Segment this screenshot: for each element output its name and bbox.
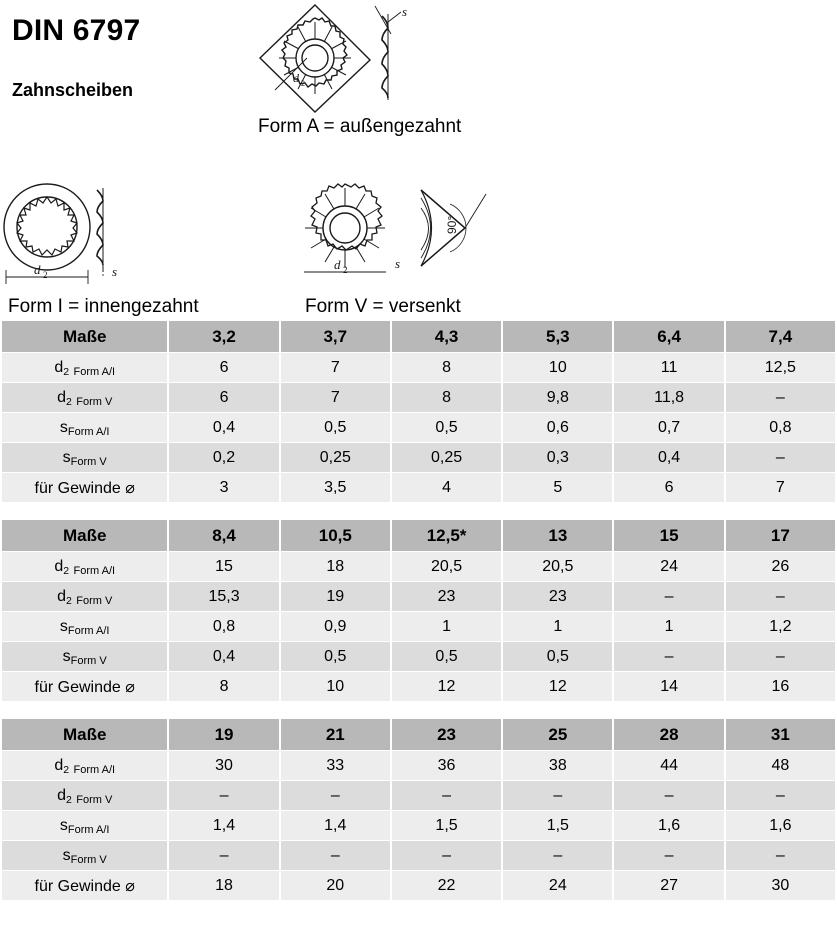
table-row: [1, 841, 836, 871]
cell: 5: [502, 473, 613, 503]
table-row: [1, 552, 836, 582]
cell: 30: [168, 751, 279, 781]
cell: 8: [391, 353, 502, 383]
row-label-tail: Form V: [76, 594, 113, 607]
row-label-main: s: [62, 448, 71, 466]
cell: 7: [280, 353, 391, 383]
cell: 11: [613, 353, 724, 383]
cell: 0,8: [168, 612, 279, 642]
header-cell: 25: [502, 719, 613, 751]
cell: 48: [725, 751, 836, 781]
table-row: [1, 642, 836, 672]
row-label-main: d: [57, 587, 66, 605]
svg-text:s: s: [395, 256, 401, 271]
cell: –: [391, 841, 502, 871]
cell: 26: [725, 552, 836, 582]
row-label-tail: Form V: [76, 395, 113, 408]
header-cell: 3,2: [168, 321, 279, 353]
header-cell-masse: Maße: [1, 719, 168, 751]
header-cell: 5,3: [502, 321, 613, 353]
header-cell: 19: [168, 719, 279, 751]
cell: 1: [613, 612, 724, 642]
cell: –: [502, 841, 613, 871]
table-row: [1, 443, 836, 473]
cell: 8: [391, 383, 502, 413]
figure-form-i: [0, 180, 250, 290]
row-label-main: d: [54, 358, 64, 376]
cell: –: [725, 443, 836, 473]
cell: 33: [280, 751, 391, 781]
row-label-gewinde: für Gewinde ⌀: [1, 672, 168, 702]
header-cell: 10,5: [280, 520, 391, 552]
cell: 0,25: [280, 443, 391, 473]
cell: 7: [280, 383, 391, 413]
cell: 0,3: [502, 443, 613, 473]
cell: 20,5: [502, 552, 613, 582]
page-title: DIN 6797: [12, 14, 141, 47]
cell: 38: [502, 751, 613, 781]
row-label-s-form-ai: [1, 811, 168, 841]
table-row: [1, 751, 836, 781]
header-cell: 15: [613, 520, 724, 552]
row-label-s-form-v: [1, 642, 168, 672]
cell: 10: [502, 353, 613, 383]
cell: 1: [391, 612, 502, 642]
svg-text:2: 2: [343, 265, 348, 275]
cell: 16: [725, 672, 836, 702]
row-label-tail: Form V: [70, 853, 107, 866]
cell: 10: [280, 672, 391, 702]
row-label-tail: Form A/I: [73, 564, 116, 577]
cell: 0,2: [168, 443, 279, 473]
svg-text:d: d: [334, 257, 341, 272]
cell: 1,5: [391, 811, 502, 841]
row-label-main: d: [57, 786, 66, 804]
row-label-d2-form-v: [1, 383, 168, 413]
svg-text:s: s: [112, 264, 118, 279]
cell: –: [725, 582, 836, 612]
cell: 36: [391, 751, 502, 781]
row-label-s-form-v: [1, 841, 168, 871]
row-label-d2-form-ai: [1, 751, 168, 781]
cell: –: [613, 642, 724, 672]
row-label-gewinde: für Gewinde ⌀: [1, 871, 168, 901]
header-cell: 3,7: [280, 321, 391, 353]
figure-form-v: [290, 180, 540, 290]
cell: 12: [391, 672, 502, 702]
cell: –: [391, 781, 502, 811]
cell: 0,25: [391, 443, 502, 473]
cell: 1,5: [502, 811, 613, 841]
svg-text:2: 2: [43, 270, 48, 280]
cell: –: [280, 841, 391, 871]
cell: 0,5: [280, 642, 391, 672]
table-row: [1, 473, 836, 503]
row-label-main: d: [54, 557, 64, 575]
cell: 18: [280, 552, 391, 582]
dimension-table-3: [0, 718, 837, 901]
cell: –: [280, 781, 391, 811]
row-label-sub: 2: [63, 763, 70, 776]
table-row: [1, 781, 836, 811]
figure-form-a: [255, 0, 525, 115]
table-row: [1, 383, 836, 413]
table-row: [1, 672, 836, 702]
cell: 0,5: [502, 642, 613, 672]
table-row: [1, 582, 836, 612]
cell: 6: [168, 353, 279, 383]
cell: –: [725, 383, 836, 413]
cell: 0,5: [391, 413, 502, 443]
row-label-tail: Form V: [70, 455, 107, 468]
cell: 20,5: [391, 552, 502, 582]
cell: 11,8: [613, 383, 724, 413]
header-cell-masse: Maße: [1, 520, 168, 552]
cell: 18: [168, 871, 279, 901]
header-cell: 23: [391, 719, 502, 751]
cell: 1,4: [280, 811, 391, 841]
row-label-gewinde: für Gewinde ⌀: [1, 473, 168, 503]
header-cell: 21: [280, 719, 391, 751]
figure-form-v-svg: [290, 180, 540, 290]
row-label-s-form-ai: [1, 612, 168, 642]
cell: 0,4: [613, 443, 724, 473]
row-label-sub: 2: [63, 365, 70, 378]
cell: –: [725, 841, 836, 871]
svg-text:d: d: [293, 71, 299, 85]
header-cell: 12,5*: [391, 520, 502, 552]
cell: 9,8: [502, 383, 613, 413]
header-cell: 4,3: [391, 321, 502, 353]
table-row: [1, 413, 836, 443]
cell: 8: [168, 672, 279, 702]
table-row: [1, 353, 836, 383]
cell: 20: [280, 871, 391, 901]
cell: 6: [613, 473, 724, 503]
table-header-row: [1, 520, 836, 552]
cell: 0,8: [725, 413, 836, 443]
cell: –: [502, 781, 613, 811]
cell: 1,6: [613, 811, 724, 841]
svg-text:2: 2: [301, 79, 305, 88]
header-cell: 17: [725, 520, 836, 552]
cell: 1,4: [168, 811, 279, 841]
table-row: [1, 871, 836, 901]
cell: 19: [280, 582, 391, 612]
row-label-main: d: [57, 388, 66, 406]
row-label-main: s: [59, 816, 68, 834]
row-label-tail: Form A/I: [73, 365, 116, 378]
header-cell: 28: [613, 719, 724, 751]
page-subtitle: Zahnscheiben: [12, 80, 134, 100]
header-cell-masse: Maße: [1, 321, 168, 353]
row-label-tail: Form V: [70, 654, 107, 667]
row-label-tail: Form A/I: [73, 763, 116, 776]
header-cell: 8,4: [168, 520, 279, 552]
svg-text:90°: 90°: [445, 215, 459, 234]
caption-form-v: Form V = versenkt: [305, 296, 461, 317]
row-label-s-form-v: [1, 443, 168, 473]
table-row: [1, 811, 836, 841]
table-header-row: [1, 321, 836, 353]
cell: 3,5: [280, 473, 391, 503]
cell: 0,5: [391, 642, 502, 672]
cell: 3: [168, 473, 279, 503]
row-label-sub: 2: [63, 564, 70, 577]
cell: 23: [391, 582, 502, 612]
row-label-tail: Form V: [76, 793, 113, 806]
cell: 12,5: [725, 353, 836, 383]
header-cell: 31: [725, 719, 836, 751]
header-section: [0, 0, 837, 320]
cell: 15: [168, 552, 279, 582]
cell: 15,3: [168, 582, 279, 612]
row-label-sub: 2: [65, 793, 72, 806]
cell: 22: [391, 871, 502, 901]
row-label-sub: 2: [65, 395, 72, 408]
row-label-main: s: [62, 846, 71, 864]
row-label-tail: Form A/I: [67, 624, 110, 637]
cell: –: [725, 642, 836, 672]
cell: –: [725, 781, 836, 811]
caption-form-a: Form A = außengezahnt: [258, 116, 462, 137]
cell: 1,2: [725, 612, 836, 642]
header-cell: 13: [502, 520, 613, 552]
table-row: [1, 612, 836, 642]
cell: 0,9: [280, 612, 391, 642]
row-label-d2-form-v: [1, 582, 168, 612]
figure-form-a-svg: [255, 0, 525, 115]
cell: 4: [391, 473, 502, 503]
cell: 6: [168, 383, 279, 413]
cell: –: [168, 841, 279, 871]
cell: –: [168, 781, 279, 811]
row-label-main: d: [54, 756, 64, 774]
dimension-table-2: [0, 519, 837, 702]
cell: 24: [613, 552, 724, 582]
cell: 14: [613, 672, 724, 702]
cell: 12: [502, 672, 613, 702]
dimension-table-1: [0, 320, 837, 503]
cell: 44: [613, 751, 724, 781]
cell: 0,7: [613, 413, 724, 443]
cell: 24: [502, 871, 613, 901]
cell: 1: [502, 612, 613, 642]
cell: 7: [725, 473, 836, 503]
cell: –: [613, 841, 724, 871]
row-label-main: s: [59, 418, 68, 436]
svg-text:d: d: [34, 262, 41, 277]
row-label-tail: Form A/I: [67, 425, 110, 438]
cell: 30: [725, 871, 836, 901]
row-label-main: s: [59, 617, 68, 635]
row-label-d2-form-v: [1, 781, 168, 811]
cell: 0,4: [168, 642, 279, 672]
cell: 1,6: [725, 811, 836, 841]
header-cell: 7,4: [725, 321, 836, 353]
cell: –: [613, 582, 724, 612]
figure-form-i-svg: [0, 180, 250, 290]
header-cell: 6,4: [613, 321, 724, 353]
svg-text:s: s: [402, 4, 408, 19]
cell: –: [613, 781, 724, 811]
cell: 0,6: [502, 413, 613, 443]
cell: 0,5: [280, 413, 391, 443]
row-label-d2-form-ai: [1, 552, 168, 582]
row-label-s-form-ai: [1, 413, 168, 443]
row-label-main: s: [62, 647, 71, 665]
row-label-sub: 2: [65, 594, 72, 607]
row-label-d2-form-ai: [1, 353, 168, 383]
cell: 27: [613, 871, 724, 901]
cell: 23: [502, 582, 613, 612]
row-label-tail: Form A/I: [67, 823, 110, 836]
cell: 0,4: [168, 413, 279, 443]
caption-form-i: Form I = innengezahnt: [8, 296, 199, 317]
table-header-row: [1, 719, 836, 751]
